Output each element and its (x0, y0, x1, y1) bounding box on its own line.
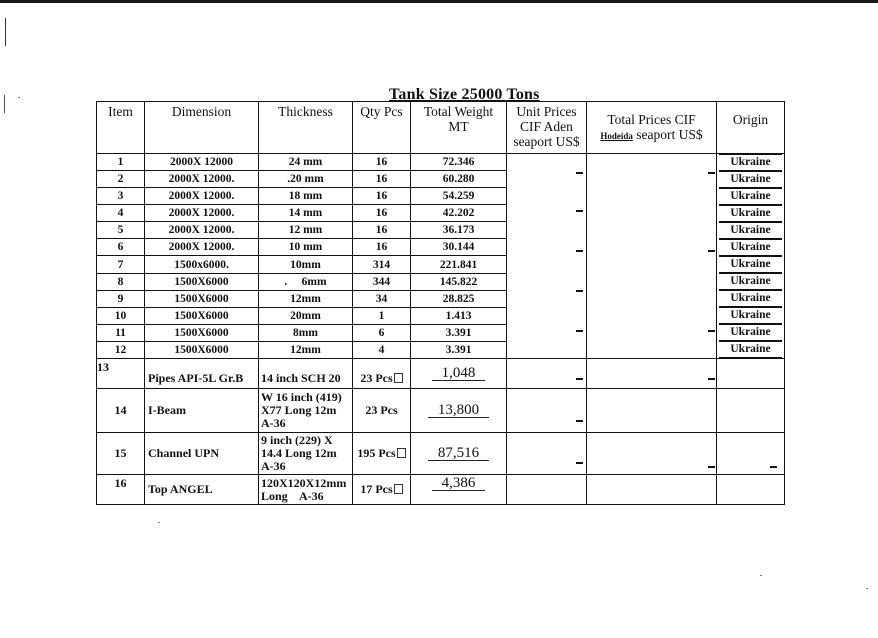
cell-item: 7 (97, 256, 145, 273)
cell-dimension: 2000X 12000 (145, 154, 259, 171)
cell-qty: 1 (353, 307, 411, 324)
scan-border-top (0, 0, 878, 3)
cell-weight: 3.391 (411, 341, 507, 358)
scan-tick (576, 420, 583, 422)
checkbox-glyph-icon (394, 373, 403, 383)
cell-qty: 314 (353, 256, 411, 273)
price-table-container (96, 101, 785, 505)
header-qty: Qty Pcs (353, 102, 411, 154)
cell-dimension: Pipes API-5L Gr.B (145, 359, 259, 389)
cell-thickness (259, 389, 353, 433)
cell-unit-price (507, 359, 587, 389)
origin-item: Ukraine (719, 324, 782, 341)
cell-weight: 60.280 (411, 171, 507, 188)
scan-tick (708, 250, 715, 252)
cell-dimension: 2000X 12000. (145, 171, 259, 188)
checkbox-glyph-icon (394, 484, 403, 494)
origin-item: Ukraine (719, 171, 782, 188)
cell-total-price (587, 359, 717, 389)
cell-origin-plates (717, 154, 785, 359)
table-row (97, 359, 785, 389)
cell-unit-price (507, 433, 587, 475)
scan-tick (576, 210, 583, 212)
cell-thickness: 18 mm (259, 188, 353, 205)
cell-item: 14 (97, 389, 145, 433)
origin-item: Ukraine (719, 239, 782, 256)
cell-item: 2 (97, 171, 145, 188)
header-total-prices-line1: Total Prices CIF (607, 112, 696, 127)
cell-thickness: .20 mm (259, 171, 353, 188)
cell-qty: 23 Pcs (353, 389, 411, 433)
cell-thickness: . 6mm (259, 273, 353, 290)
scan-mark (4, 95, 5, 113)
cell-qty (353, 433, 411, 475)
header-origin: Origin (717, 102, 785, 154)
handwritten-weight: 4,386 (432, 477, 486, 491)
cell-total-price (587, 433, 717, 475)
thickness-line: X77 Long 12m (261, 403, 337, 417)
origin-item: Ukraine (719, 307, 782, 324)
cell-unit-price (507, 389, 587, 433)
scan-speck (760, 575, 762, 576)
table-row (97, 389, 785, 433)
cell-qty (353, 359, 411, 389)
cell-dimension: 1500x6000. (145, 256, 259, 273)
header-total-weight: Total Weight MT (411, 102, 507, 154)
origin-item: Ukraine (719, 154, 782, 171)
checkbox-glyph-icon (397, 448, 406, 458)
cell-item: 16 (97, 475, 145, 505)
cell-qty: 6 (353, 324, 411, 341)
cell-dimension: 1500X6000 (145, 307, 259, 324)
cell-weight: 221.841 (411, 256, 507, 273)
cell-dimension: Top ANGEL (145, 475, 259, 505)
cell-weight: 3.391 (411, 324, 507, 341)
cell-item: 3 (97, 188, 145, 205)
cell-total-price (587, 389, 717, 433)
cell-qty: 34 (353, 290, 411, 307)
cell-thickness (259, 433, 353, 475)
scan-speck (866, 588, 868, 589)
cell-item: 5 (97, 222, 145, 239)
cell-dimension: 1500X6000 (145, 290, 259, 307)
header-total-prices (587, 102, 717, 154)
origin-item: Ukraine (719, 222, 782, 239)
cell-total-price (587, 475, 717, 505)
document-title: Tank Size 25000 Tons (389, 86, 540, 103)
cell-weight: 30.144 (411, 239, 507, 256)
cell-thickness: 14 inch SCH 20 (259, 359, 353, 389)
cell-weight: 28.825 (411, 290, 507, 307)
scan-tick (770, 466, 777, 468)
header-total-prices-port: Hodeida (600, 131, 633, 141)
cell-weight: 42.202 (411, 205, 507, 222)
cell-unit-price-plates (507, 154, 587, 359)
origin-item: Ukraine (719, 273, 782, 290)
cell-thickness: 24 mm (259, 154, 353, 171)
thickness-line: W 16 inch (419) (261, 390, 342, 404)
scan-tick (576, 330, 583, 332)
cell-thickness: 12mm (259, 341, 353, 358)
qty-value: 17 Pcs (360, 482, 393, 496)
thickness-line: 14.4 Long 12m (261, 446, 337, 460)
cell-weight (411, 389, 507, 433)
scan-tick (576, 250, 583, 252)
origin-item: Ukraine (719, 256, 782, 273)
origin-list (717, 154, 784, 358)
scan-tick (708, 330, 715, 332)
cell-weight: 36.173 (411, 222, 507, 239)
cell-qty: 16 (353, 205, 411, 222)
cell-weight: 54.259 (411, 188, 507, 205)
thickness-line: Long A-36 (261, 488, 324, 503)
cell-dimension: 1500X6000 (145, 273, 259, 290)
table-row (97, 433, 785, 475)
cell-thickness (259, 475, 353, 505)
price-table (96, 101, 785, 505)
cell-thickness: 10 mm (259, 239, 353, 256)
table-row (97, 475, 785, 505)
cell-dimension: 2000X 12000. (145, 188, 259, 205)
cell-weight: 145.822 (411, 273, 507, 290)
cell-qty: 16 (353, 154, 411, 171)
handwritten-weight: 87,516 (428, 447, 489, 461)
cell-item: 15 (97, 433, 145, 475)
cell-item: 4 (97, 205, 145, 222)
cell-item: 13 (97, 359, 145, 389)
cell-origin (717, 433, 785, 475)
scan-mark (5, 18, 6, 46)
cell-weight: 72.346 (411, 154, 507, 171)
cell-item: 8 (97, 273, 145, 290)
qty-value: 23 Pcs (360, 371, 393, 385)
cell-dimension: Channel UPN (145, 433, 259, 475)
origin-item: Ukraine (719, 341, 782, 358)
cell-dimension: 2000X 12000. (145, 205, 259, 222)
qty-value: 195 Pcs (357, 446, 396, 460)
cell-total-price-plates (587, 154, 717, 359)
cell-weight (411, 433, 507, 475)
cell-thickness: 12 mm (259, 222, 353, 239)
scan-tick (576, 462, 583, 464)
thickness-line: 9 inch (229) X (261, 433, 333, 447)
cell-item: 11 (97, 324, 145, 341)
cell-weight (411, 475, 507, 505)
scan-tick (576, 172, 583, 174)
cell-dimension: 2000X 12000. (145, 239, 259, 256)
origin-item: Ukraine (719, 290, 782, 307)
origin-item: Ukraine (719, 188, 782, 205)
cell-item: 12 (97, 341, 145, 358)
header-item: Item (97, 102, 145, 154)
cell-item: 9 (97, 290, 145, 307)
cell-weight: 1.413 (411, 307, 507, 324)
header-total-prices-line2: seaport US$ (632, 127, 703, 142)
cell-qty: 16 (353, 239, 411, 256)
scan-speck (18, 97, 20, 98)
header-dimension: Dimension (145, 102, 259, 154)
cell-weight (411, 359, 507, 389)
cell-qty (353, 475, 411, 505)
cell-thickness: 20mm (259, 307, 353, 324)
header-thickness: Thickness (259, 102, 353, 154)
cell-unit-price (507, 475, 587, 505)
cell-qty: 16 (353, 222, 411, 239)
cell-origin (717, 475, 785, 505)
scan-tick (708, 378, 715, 380)
cell-dimension: 1500X6000 (145, 341, 259, 358)
scan-tick (576, 378, 583, 380)
cell-qty: 16 (353, 171, 411, 188)
cell-thickness: 8mm (259, 324, 353, 341)
cell-thickness: 10mm (259, 256, 353, 273)
cell-dimension: I-Beam (145, 389, 259, 433)
cell-item: 6 (97, 239, 145, 256)
cell-origin (717, 359, 785, 389)
cell-thickness: 14 mm (259, 205, 353, 222)
cell-item: 1 (97, 154, 145, 171)
handwritten-weight: 13,800 (428, 404, 489, 418)
thickness-line: A-36 (261, 459, 286, 473)
scan-tick (576, 290, 583, 292)
scan-tick (708, 172, 715, 174)
cell-qty: 16 (353, 188, 411, 205)
table-header-row (97, 102, 785, 154)
handwritten-weight: 1,048 (432, 367, 486, 381)
cell-dimension: 2000X 12000. (145, 222, 259, 239)
cell-item: 10 (97, 307, 145, 324)
cell-qty: 344 (353, 273, 411, 290)
origin-item: Ukraine (719, 205, 782, 222)
cell-thickness: 12mm (259, 290, 353, 307)
cell-dimension: 1500X6000 (145, 324, 259, 341)
cell-qty: 4 (353, 341, 411, 358)
thickness-line: 120X120X12mm (261, 475, 347, 490)
table-row (97, 154, 785, 171)
header-unit-prices: Unit Prices CIF Aden seaport US$ (507, 102, 587, 154)
thickness-line: A-36 (261, 416, 286, 430)
cell-origin (717, 389, 785, 433)
scan-tick (708, 466, 715, 468)
scan-speck (158, 522, 160, 523)
